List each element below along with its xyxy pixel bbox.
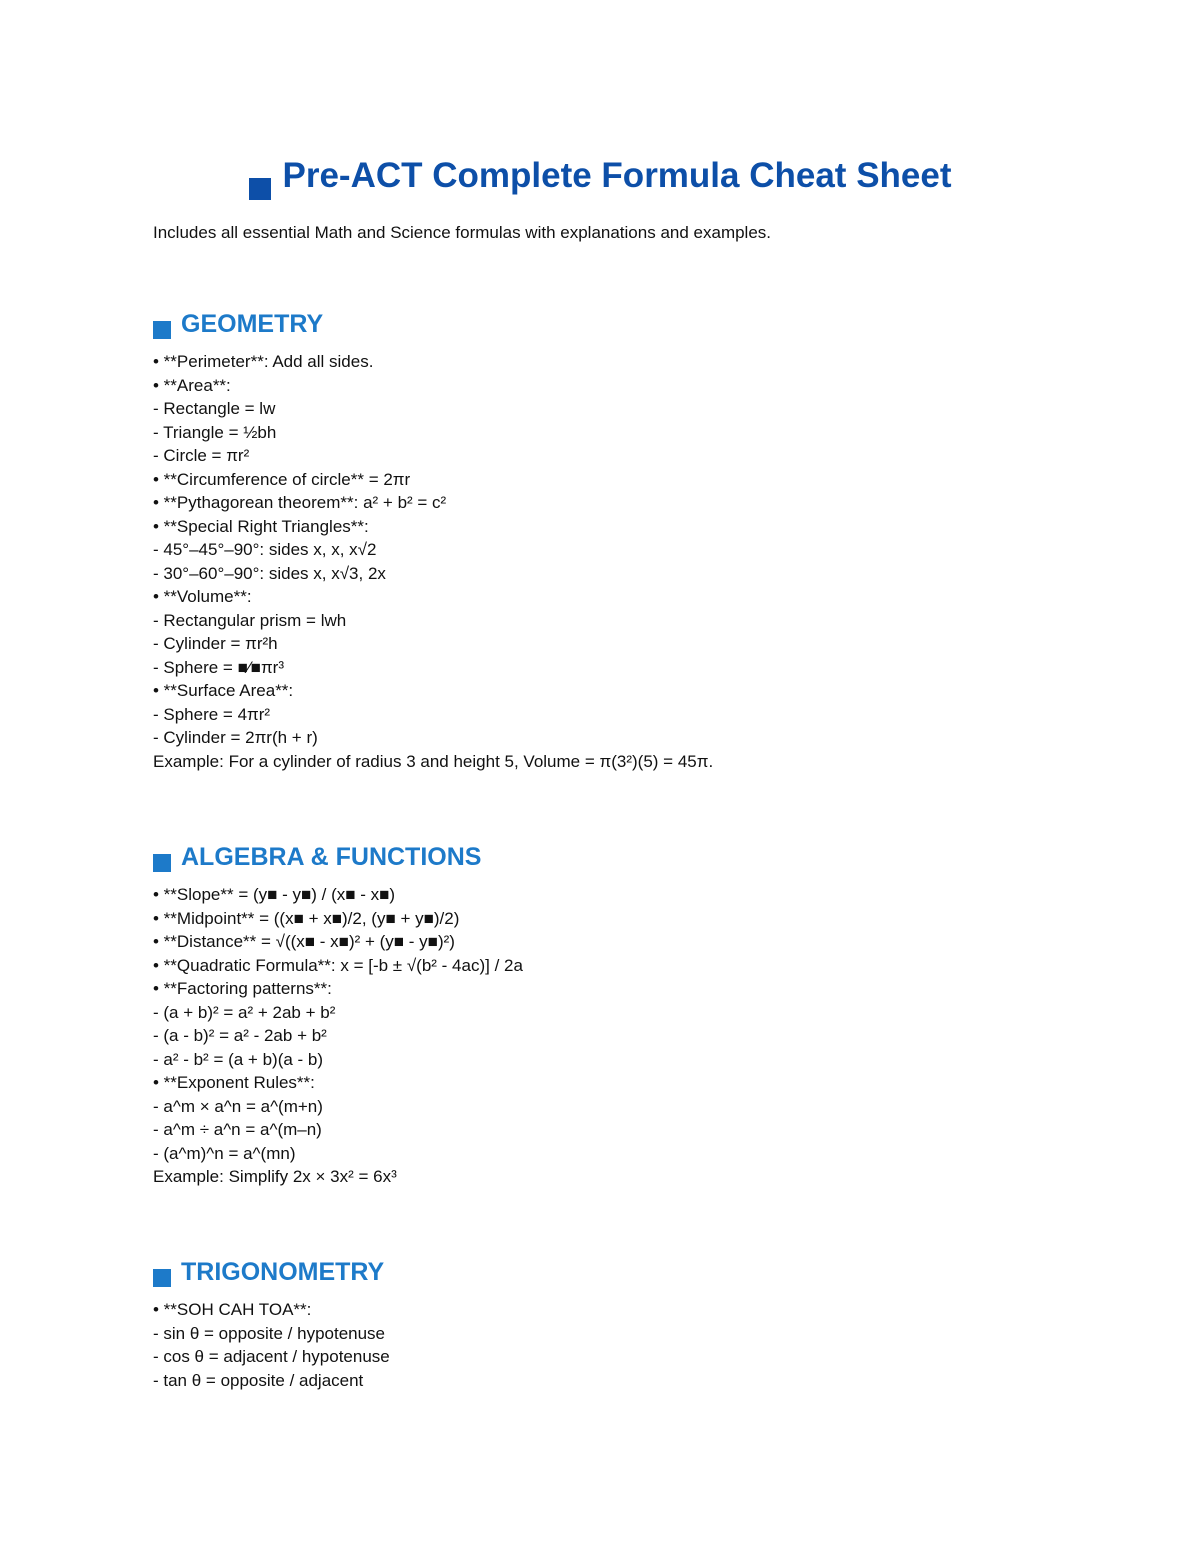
formula-line: - Rectangle = lw — [153, 399, 276, 418]
section-heading-row — [153, 1255, 1053, 1289]
section-heading: GEOMETRY — [181, 310, 324, 338]
section-trigonometry — [153, 1255, 1053, 1392]
formula-line: • **SOH CAH TOA**: — [153, 1300, 312, 1319]
formula-line: - 45°–45°–90°: sides x, x, x√2 — [153, 540, 377, 559]
formula-line: - a² - b² = (a + b)(a - b) — [153, 1049, 324, 1069]
formula-line: • **Circumference of circle** = 2πr — [153, 469, 411, 489]
formula-line: • **Perimeter**: Add all sides. — [153, 352, 374, 371]
formula-line: • **Midpoint** = ((x■ + x■)/2, (y■ + y■)/2) — [153, 908, 460, 928]
formula-line: - Circle = πr² — [153, 446, 250, 465]
document-title: Pre-ACT Complete Formula Cheat Sheet — [282, 156, 952, 195]
formula-line: • **Volume**: — [153, 587, 252, 606]
formula-line: - (a^m)^n = a^(mn) — [153, 1143, 296, 1163]
formula-list — [153, 1298, 1053, 1392]
formula-line: • **Distance** = √((x■ - x■)² + (y■ - y■)²) — [153, 932, 455, 951]
formula-line: - Triangle = ½bh — [153, 422, 277, 442]
section-heading-row — [153, 307, 1053, 341]
formula-line: - 30°–60°–90°: sides x, x√3, 2x — [153, 563, 386, 583]
formula-line: - sin θ = opposite / hypotenuse — [153, 1323, 386, 1343]
formula-line: - Cylinder = 2πr(h + r) — [153, 728, 318, 747]
section-geometry — [153, 307, 1053, 773]
formula-line: - Rectangular prism = lwh — [153, 610, 347, 630]
formula-line: • **Surface Area**: — [153, 681, 294, 700]
formula-list — [153, 883, 1053, 1189]
formula-line: Example: For a cylinder of radius 3 and height 5, Volume = π(3²)(5) = 45π. — [153, 751, 714, 771]
square-bullet-icon — [153, 314, 171, 332]
formula-list — [153, 350, 1053, 773]
square-bullet-icon — [249, 165, 271, 187]
formula-line: • **Special Right Triangles**: — [153, 516, 369, 536]
formula-line: - Cylinder = πr²h — [153, 634, 278, 653]
formula-line: • **Factoring patterns**: — [153, 979, 332, 998]
formula-line: - Sphere = 4πr² — [153, 704, 271, 724]
section-heading-row — [153, 840, 1053, 874]
formula-line: - (a - b)² = a² - 2ab + b² — [153, 1026, 327, 1045]
formula-line: Example: Simplify 2x × 3x² = 6x³ — [153, 1167, 397, 1186]
section-algebra-functions — [153, 840, 1053, 1189]
formula-line: - Sphere = ■⁄■πr³ — [153, 657, 285, 677]
formula-line: - a^m × a^n = a^(m+n) — [153, 1096, 323, 1116]
document-intro: Includes all essential Math and Science formulas with explanations and examples. — [153, 223, 772, 242]
document-title-row — [0, 152, 1200, 200]
square-bullet-icon — [153, 1262, 171, 1280]
square-bullet-icon — [153, 847, 171, 865]
formula-line: - (a + b)² = a² + 2ab + b² — [153, 1002, 336, 1022]
formula-line: • **Exponent Rules**: — [153, 1073, 315, 1092]
formula-line: • **Area**: — [153, 375, 231, 395]
formula-line: • **Slope** = (y■ - y■) / (x■ - x■) — [153, 885, 396, 904]
formula-line: • **Quadratic Formula**: x = [-b ± √(b² - 4ac)] / 2a — [153, 955, 523, 975]
formula-line: - a^m ÷ a^n = a^(m–n) — [153, 1120, 322, 1139]
formula-line: - cos θ = adjacent / hypotenuse — [153, 1347, 390, 1366]
section-heading: TRIGONOMETRY — [181, 1258, 385, 1286]
formula-line: - tan θ = opposite / adjacent — [153, 1370, 364, 1390]
formula-line: • **Pythagorean theorem**: a² + b² = c² — [153, 493, 447, 512]
section-heading: ALGEBRA & FUNCTIONS — [181, 843, 482, 871]
